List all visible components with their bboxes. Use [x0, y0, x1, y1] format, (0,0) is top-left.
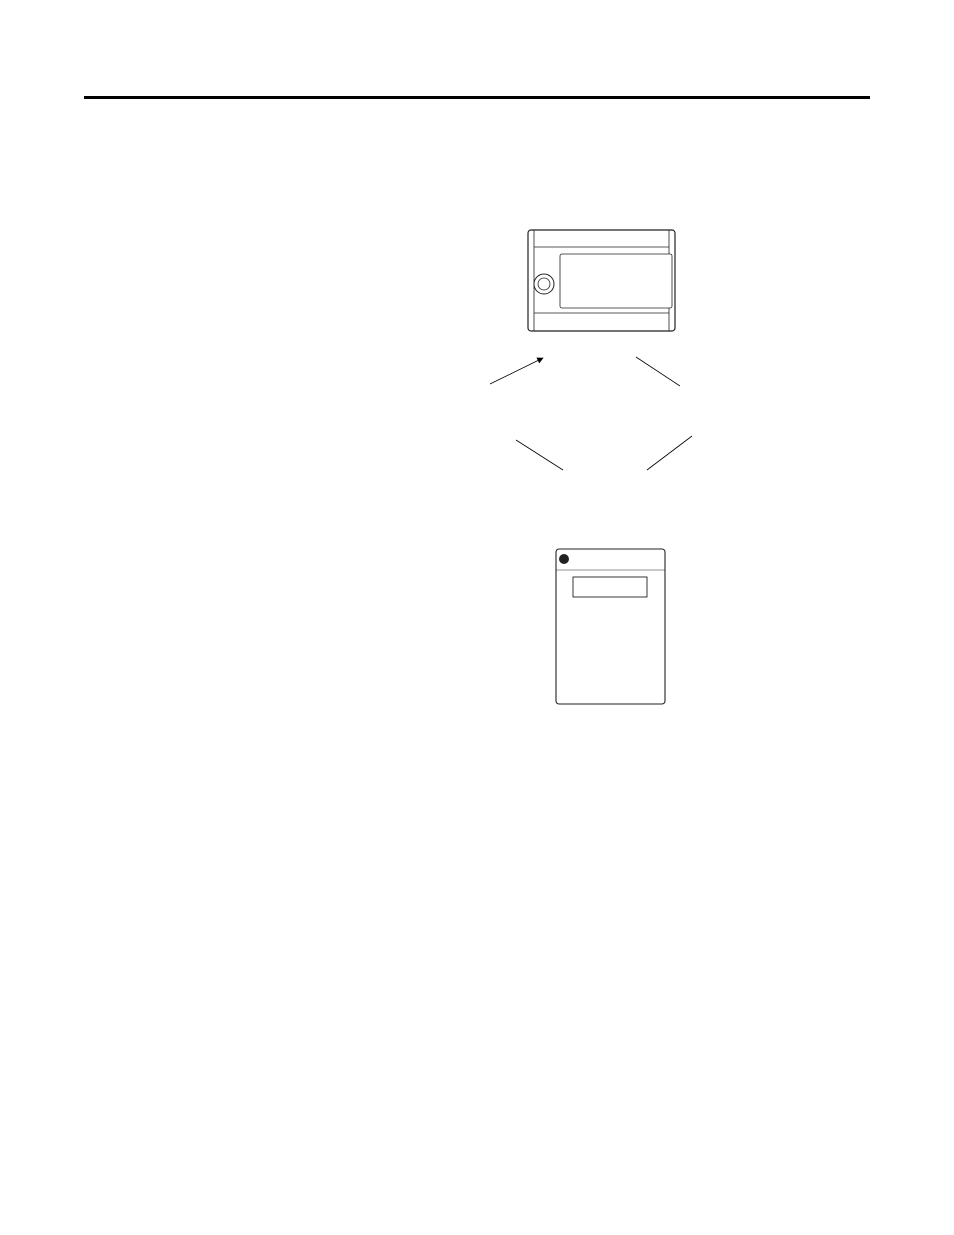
- connector-step3-to-step4: [516, 440, 563, 470]
- connector-step2-to-step3: [647, 436, 692, 470]
- arrow-step4-to-step1: [490, 358, 543, 384]
- allen-bradley-logo: [559, 554, 569, 564]
- connector-step1-to-step2: [636, 357, 680, 386]
- microview-terminal-diagram: [555, 548, 667, 706]
- terminal-display: [573, 577, 647, 597]
